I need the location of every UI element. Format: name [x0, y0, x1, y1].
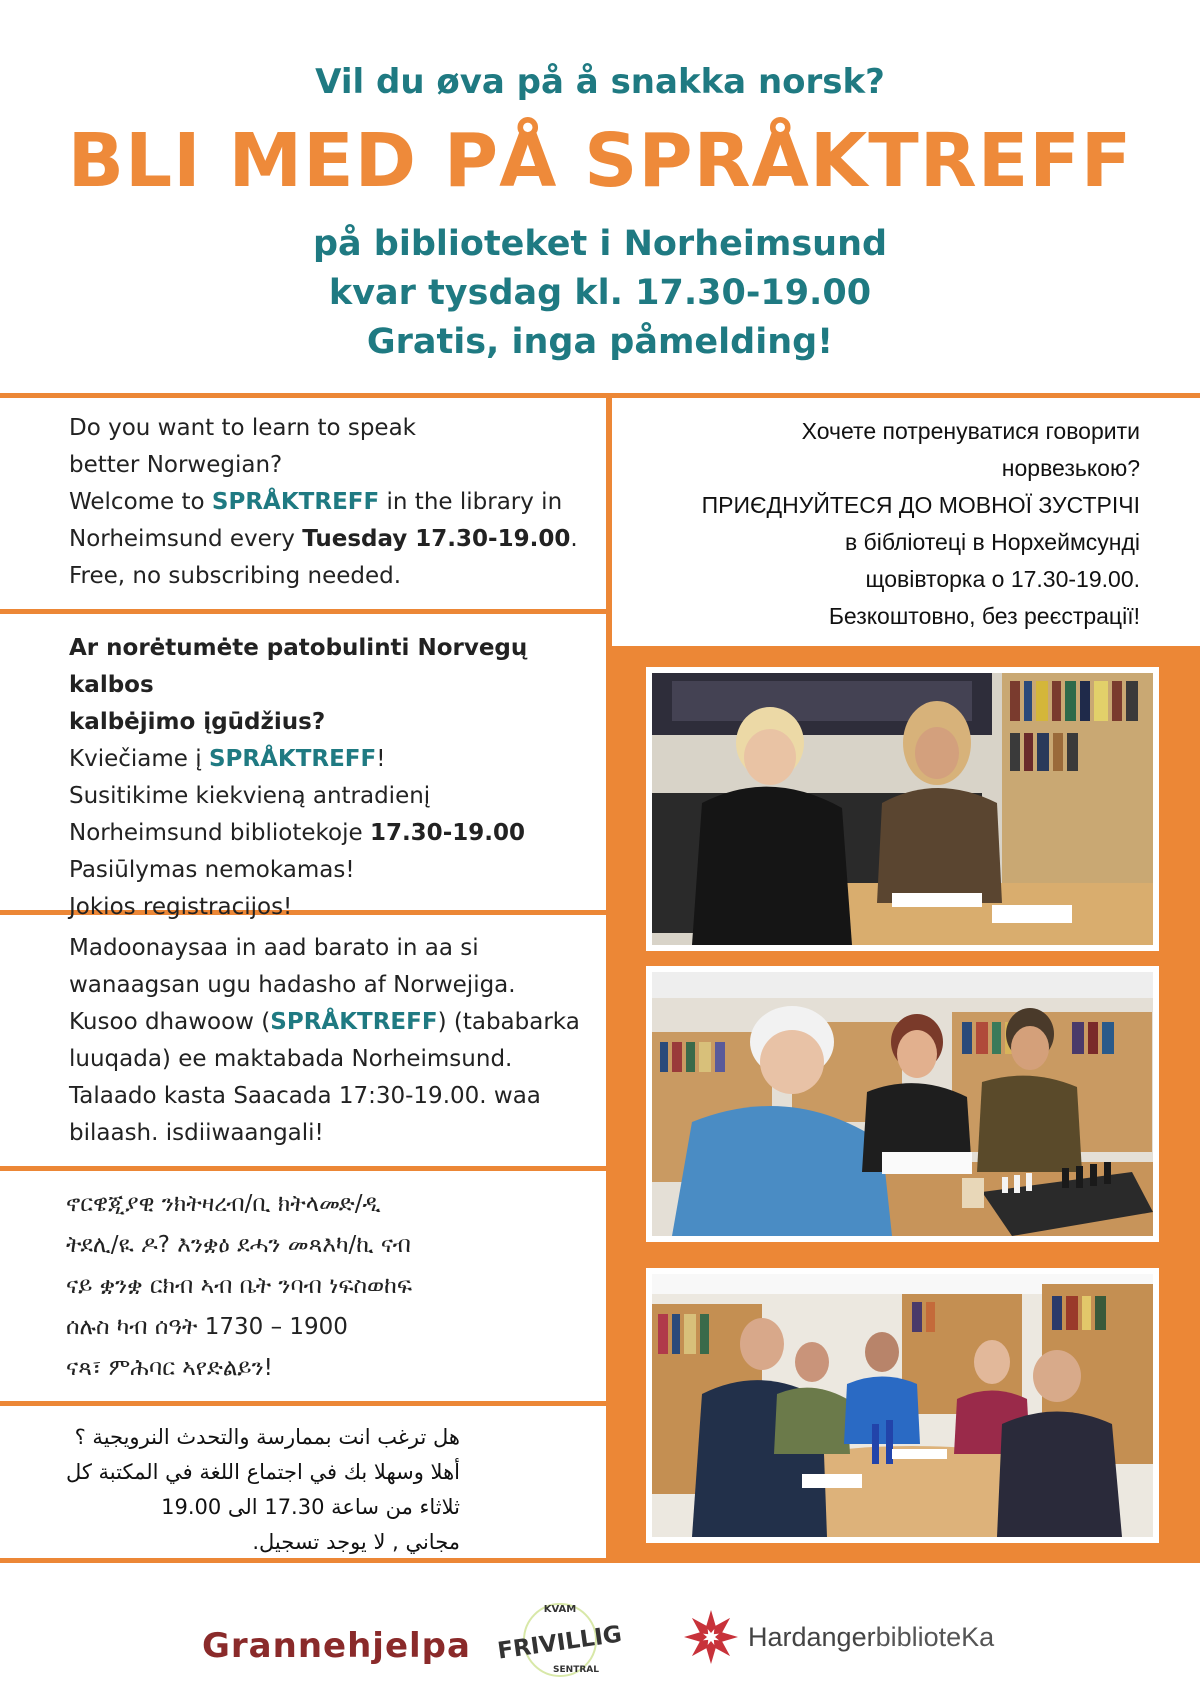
english-line-3 [69, 484, 599, 521]
english-line-3-pre: Welcome to [69, 489, 212, 515]
english-text [69, 410, 599, 595]
somali-line-6: bilaash. isdiiwaangali! [69, 1120, 324, 1146]
lithuanian-line-3 [69, 741, 604, 778]
ukrainian-line-3: ПРИЄДНУЙТЕСЯ ДО МОВНОЇ ЗУСТРІЧІ [701, 492, 1140, 518]
biblioteka-word: biblioteKa [875, 1621, 995, 1652]
photo-group-round-table [646, 1268, 1159, 1543]
photo-chess-table [646, 966, 1159, 1242]
arabic-text [60, 1420, 460, 1560]
arabic-line-2: أهلا وسهلا بك في اجتماع اللغة في المكتبة كل [65, 1460, 460, 1484]
star-icon [682, 1608, 740, 1666]
sentral-label: SENTRAL [553, 1665, 599, 1675]
lithuanian-time-bold: 17.30-19.00 [369, 820, 525, 846]
lithuanian-line-1: Ar norėtumėte patobulinti Norvegų kalbos [69, 635, 528, 698]
english-line-2: better Norwegian? [69, 452, 283, 478]
photo-two-women-sofa [646, 667, 1159, 951]
tigrinya-line-1: ኖርዌጂያዊ ንክትዛረብ/ቢ ክትላመድ/ዲ [66, 1191, 381, 1217]
tigrinya-line-3: ናይ ቋንቋ ርክብ ኣብ ቤት ንባብ ነፍስወከፍ [66, 1273, 413, 1299]
somali-text [69, 930, 604, 1152]
divider-left-4 [0, 1401, 612, 1406]
hardanger-biblioteka-logo [682, 1608, 994, 1666]
ukrainian-line-4: в бібліотеці в Норхеймсунді [844, 529, 1140, 555]
header-free: Gratis, inga påmelding! [366, 322, 834, 362]
lithuanian-line-2: kalbėjimo įgūdžius? [69, 709, 326, 735]
arabic-line-4: مجاني , لا يوجد تسجيل. [252, 1530, 460, 1554]
tigrinya-line-5: ናጻ፣ ምሕባር ኣየድልይን! [66, 1355, 273, 1381]
english-line-4-pre: Norheimsund every [69, 526, 303, 552]
lithuanian-line-5 [69, 815, 604, 852]
ukrainian-line-6: Безкоштовно, без реєстрації! [828, 603, 1140, 629]
hardanger-word: Hardanger [748, 1621, 876, 1652]
grannehjelpa-logo: Grannehjelpa [202, 1626, 471, 1666]
spraktreff-highlight: SPRÅKTREFF [211, 489, 380, 515]
somali-line-4: luuqada) ee maktabada Norheimsund. [69, 1046, 513, 1072]
page-title: BLI MED PÅ SPRÅKTREFF [67, 118, 1133, 204]
frivillig-sentral-logo [490, 1600, 630, 1680]
lithuanian-line-3-post: ! [376, 746, 386, 772]
somali-line-3 [69, 1004, 604, 1041]
lithuanian-line-5-pre: Norheimsund bibliotekoje [69, 820, 370, 846]
english-line-1: Do you want to learn to speak [69, 415, 416, 441]
english-time-bold: Tuesday 17.30-19.00 [302, 526, 571, 552]
english-line-4-post: . [570, 526, 578, 552]
somali-line-2: wanaagsan ugu hadasho af Norwejiga. [69, 972, 516, 998]
hardanger-label [748, 1622, 994, 1653]
arabic-line-1: هل ترغب انت بممارسة والتحدث النرويجية ؟ [74, 1425, 460, 1449]
tigrinya-line-4: ሰሉስ ካብ ሰዓት 1730 – 1900 [66, 1314, 348, 1340]
spraktreff-highlight: SPRÅKTREFF [208, 746, 377, 772]
spraktreff-highlight: SPRÅKTREFF [270, 1009, 438, 1035]
lithuanian-text [69, 630, 604, 926]
somali-line-3-pre: Kusoo dhawoow ( [69, 1009, 271, 1035]
kvam-label: KVAM [543, 1604, 577, 1615]
divider-left-1 [0, 609, 612, 614]
english-line-5: Free, no subscribing needed. [69, 563, 402, 589]
somali-line-3-post: ) (tababarka [437, 1009, 580, 1035]
somali-line-1: Madoonaysaa in aad barato in aa si [69, 935, 479, 961]
divider-left-3 [0, 1166, 612, 1171]
header-time: kvar tysdag kl. 17.30-19.00 [328, 273, 872, 313]
ukrainian-text [618, 413, 1140, 635]
tigrinya-line-2: ትደሊ/ዪ ዶ? እንቋዕ ደሓን መጻእካ/ኪ ናብ [66, 1232, 411, 1258]
lithuanian-line-4: Susitikime kiekvieną antradienį [69, 783, 431, 809]
frivillig-label: FRIVILLIG [495, 1621, 624, 1665]
arabic-line-3: ثلاثاء من ساعة 17.30 الى 19.00 [161, 1495, 460, 1519]
header-question: Vil du øva på å snakka norsk? [315, 62, 885, 102]
ukrainian-line-5: щовівторка о 17.30-19.00. [865, 566, 1140, 592]
lithuanian-line-6: Pasiūlymas nemokamas! [69, 857, 355, 883]
ukrainian-line-1: Хочете потренуватися говорити [801, 418, 1140, 444]
header-location: på biblioteket i Norheimsund [312, 224, 888, 264]
english-line-4 [69, 521, 599, 558]
english-line-3-post: in the library in [379, 489, 563, 515]
lithuanian-line-7: Jokios registracijos! [69, 894, 293, 920]
somali-line-5: Talaado kasta Saacada 17:30-19.00. waa [69, 1083, 541, 1109]
ukrainian-line-2: норвезькою? [1001, 455, 1140, 481]
tigrinya-text [66, 1184, 601, 1389]
lithuanian-line-3-pre: Kviečiame į [69, 746, 209, 772]
divider-top [0, 393, 1200, 398]
